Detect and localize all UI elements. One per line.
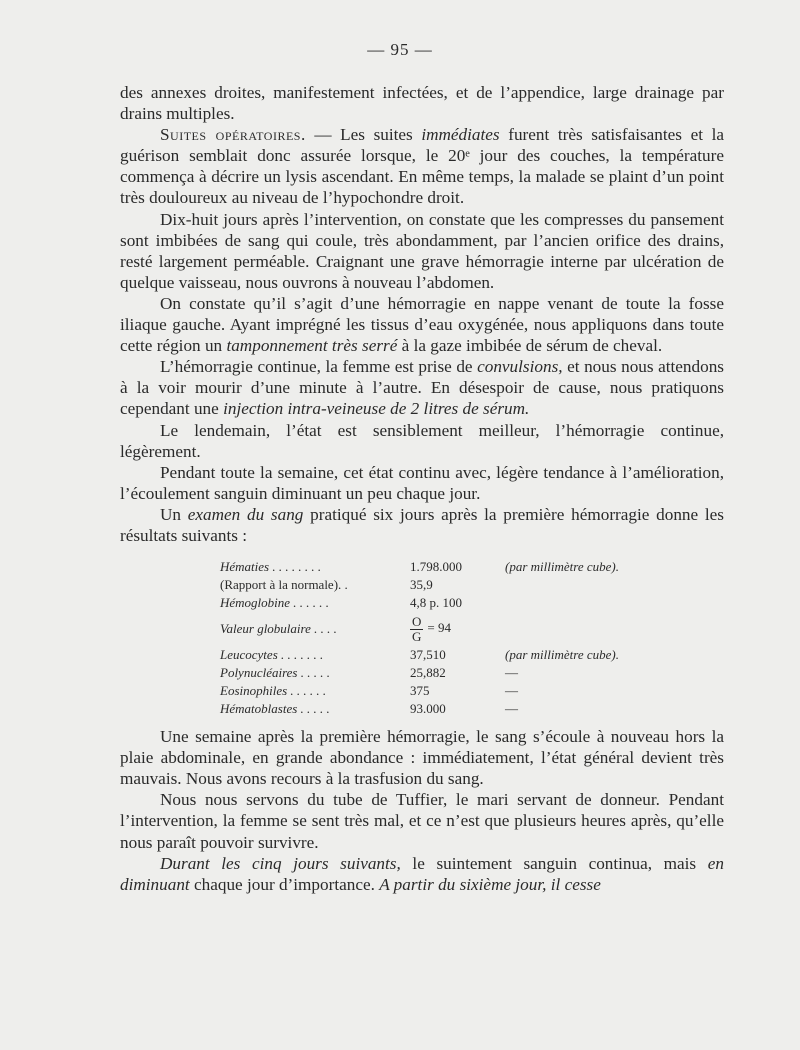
paragraph: des annexes droites, manifestement infectées, et de l’appendice, large drainage par drains multiples. <box>120 83 724 124</box>
table-row: Valeur globulaire . . . . $\frac{O}{G}$ = 94 <box>220 612 680 646</box>
body-text <box>120 82 724 895</box>
fraction-value: $\frac{O}{G}$ = 94 <box>412 613 451 644</box>
page-number: — 95 — <box>367 40 433 59</box>
paragraph: Nous nous servons du tube de Tuffier, le mari servant de donneur. Pendant l’intervention, la femme se sent très mal, et ce n’est que plusieurs heures après, qu’elle nous paraît pouvoir survivre. <box>120 790 724 852</box>
paragraph: On constate qu’il s’agit d’une hémorragie en nappe venant de toute la fosse iliaque gauche. Ayant imprégné les tissus d’eau oxygénée, nous appliquons dans toute cette région un tamponnement très serré à la gaze imbibée de sérum de cheval. <box>120 293 724 356</box>
paragraph: Une semaine après la première hémorragie, le sang s’écoule à nouveau hors la plaie abdominale, en grande abondance : immédiatement, l’état général devient très mauvais. Nous avons recours à la trasfusion du sang. <box>120 727 724 789</box>
table-row: Eosinophiles . . . . . . 375 — <box>220 683 518 699</box>
paragraph-suites-operatoires: Suites opératoires. — Les suites immédiates furent très satisfaisantes et la guérison semblait donc assurée lorsque, le 20ᵉ jour des couches, la température commença à décrire un lysis ascendant. En même temps, la malade se plaint d’un point très douloureux au niveau de l’hypochondre droit. <box>120 125 724 208</box>
paragraph: Pendant toute la semaine, cet état continu avec, légère tendance à l’amélioration, l’écoulement sanguin diminuant un peu chaque jour. <box>120 462 724 503</box>
paragraph: Le lendemain, l’état est sensiblement meilleur, l’hémorragie continue, légèrement. <box>120 420 724 461</box>
table-row: Hématoblastes . . . . . 93.000 — <box>220 701 518 717</box>
paragraph: Dix-huit jours après l’intervention, on constate que les compresses du pansement sont imbibées de sang qui coule, très abondamment, par l’ancien orifice des drains, resté largement perméable. Craignant une grave hémorragie interne par ulcération de quelque vaisseau, nous ouvrons à nouveau l’abdomen. <box>120 209 724 292</box>
table-row: Leucocytes . . . . . . . 37,510 (par millimètre cube). <box>220 647 619 663</box>
section-heading: Suites opératoires. <box>160 125 306 145</box>
table-row: Polynucléaires . . . . . 25,882 — <box>220 665 518 681</box>
table-row: Hémoglobine . . . . . . 4,8 p. 100 <box>220 595 462 611</box>
table-row: Hématies . . . . . . . . 1.798.000 (par millimètre cube). <box>220 559 619 575</box>
paragraph: Un examen du sang pratiqué six jours après la première hémorragie donne les résultats suivants : <box>120 504 724 545</box>
paragraph: Durant les cinq jours suivants, le suintement sanguin continua, mais en diminuant chaque jour d’importance. A partir du sixième jour, il cesse <box>120 853 724 894</box>
table-row: (Rapport à la normale). . 35,9 <box>220 577 433 593</box>
paragraph: L’hémorragie continue, la femme est prise de convulsions, et nous nous attendons à la voir mourir d’une minute à l’autre. En désespoir de cause, nous pratiquons cependant une injection intra-veineuse de 2 litres de sérum. <box>120 357 724 419</box>
blood-results-table <box>220 558 680 718</box>
